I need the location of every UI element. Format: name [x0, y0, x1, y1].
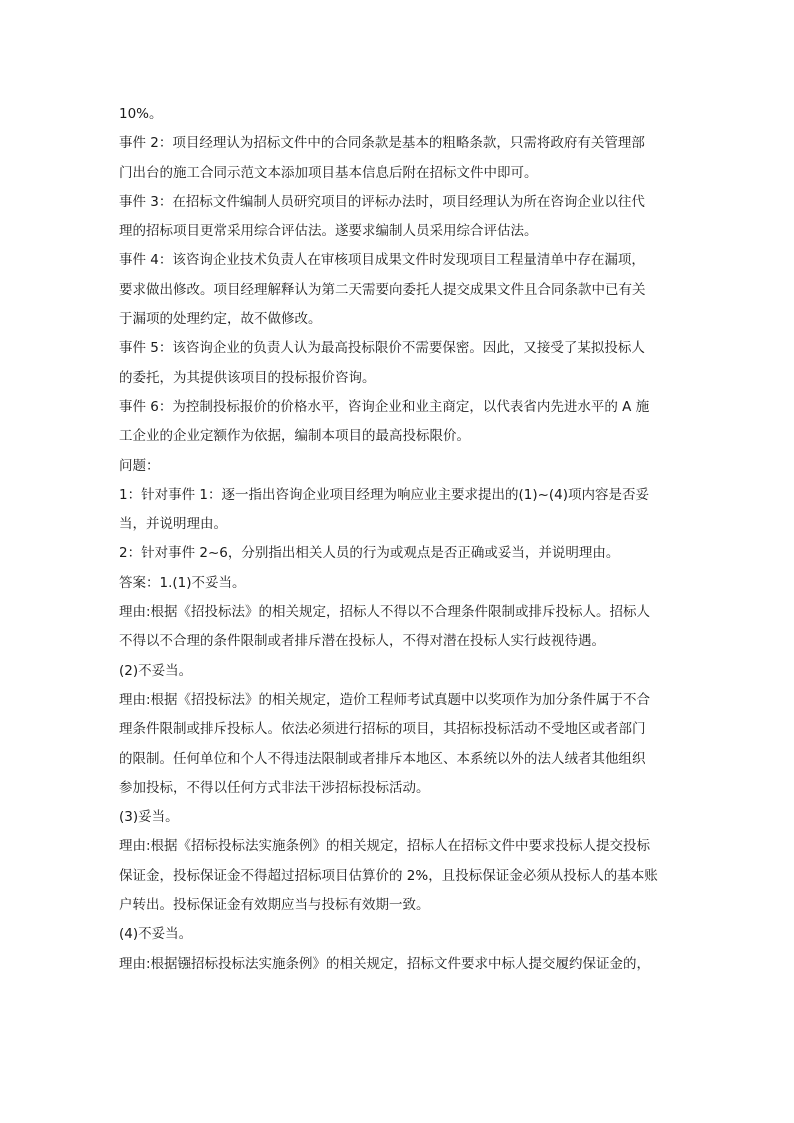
text-line: 理由:根据《招标投标法实施条例》的相关规定，招标人在招标文件中要求投标人提交投标	[119, 838, 651, 855]
text-line: 理由:根据《招投标法》的相关规定，招标人不得以不合理条件限制或排斥投标人。招标人	[119, 604, 651, 621]
text-line: 事件 3：在招标文件编制人员研究项目的评标办法时，项目经理认为所在咨询企业以往代	[119, 193, 645, 210]
text-line: 2：针对事件 2~6，分别指出相关人员的行为或观点是否正确或妥当，并说明理由。	[119, 545, 620, 562]
text-line: 事件 6：为控制投标报价的价格水平，咨询企业和业主商定，以代表省内先进水平的 A 施	[119, 398, 650, 415]
text-line: (2)不妥当。	[119, 662, 193, 679]
text-line: 的委托，为其提供该项目的投标报价咨询。	[119, 369, 376, 386]
text-line: 理的招标项目更常采用综合评估法。遂要求编制人员采用综合评估法。	[119, 223, 538, 240]
text-line: 参加投标，不得以任何方式非法干涉招标投标活动。	[119, 779, 430, 796]
text-line: 工企业的企业定额作为依据，编制本项目的最高投标限价。	[119, 428, 470, 445]
text-line: 理由:根据镪招标投标法实施条例》的相关规定，招标文件要求中标人提交履约保证金的，	[119, 955, 651, 972]
text-line: 保证金，投标保证金不得超过招标项目估算价的 2%，且投标保证金必须从投标人的基本账	[119, 867, 658, 884]
text-line: (3)妥当。	[119, 809, 179, 826]
text-line: 门出台的施工合同示范文本添加项目基本信息后附在招标文件中即可。	[119, 164, 538, 181]
document-body	[119, 100, 679, 979]
text-line: 10%。	[119, 106, 163, 122]
text-line: 于漏项的处理约定，故不做修改。	[119, 311, 322, 328]
text-line: 户转出。投标保证金有效期应当与投标有效期一致。	[119, 897, 430, 914]
text-line: 要求做出修改。项目经理解释认为第二天需要向委托人提交成果文件且合同条款中已有关	[119, 281, 646, 298]
text-line: 不得以不合理的条件限制或者排斥潜在投标人，不得对潜在投标人实行歧视待遇。	[119, 633, 605, 650]
text-line: 事件 5：该咨询企业的负责人认为最高投标限价不需要保密。因此，又接受了某拟投标人	[119, 340, 645, 357]
text-line: 的限制。任何单位和个人不得违法限制或者排斥本地区、本系统以外的法人绒者其他组织	[119, 750, 646, 767]
text-line: 事件 2：项目经理认为招标文件中的合同条款是基本的粗略条款，只需将政府有关管理部	[119, 135, 645, 152]
text-line: 当，并说明理由。	[119, 516, 227, 533]
text-line: 理条件限制或排斥投标人。依法必须进行招标的项目，其招标投标活动不受地区或者部门	[119, 721, 646, 738]
text-line: 理由:根据《招投标法》的相关规定，造价工程师考试真题中以奖项作为加分条件属于不合	[119, 691, 651, 708]
section-heading: 问题：	[119, 457, 160, 474]
text-line: (4)不妥当。	[119, 926, 193, 943]
text-line: 1：针对事件 1：逐一指出咨询企业项目经理为响应业主要求提出的(1)~(4)项内容是否妥	[119, 486, 650, 503]
text-line: 答案：1.(1)不妥当。	[119, 574, 246, 591]
text-line: 事件 4：该咨询企业技术负责人在审核项目成果文件时发现项目工程量清单中存在漏项，	[119, 252, 645, 269]
